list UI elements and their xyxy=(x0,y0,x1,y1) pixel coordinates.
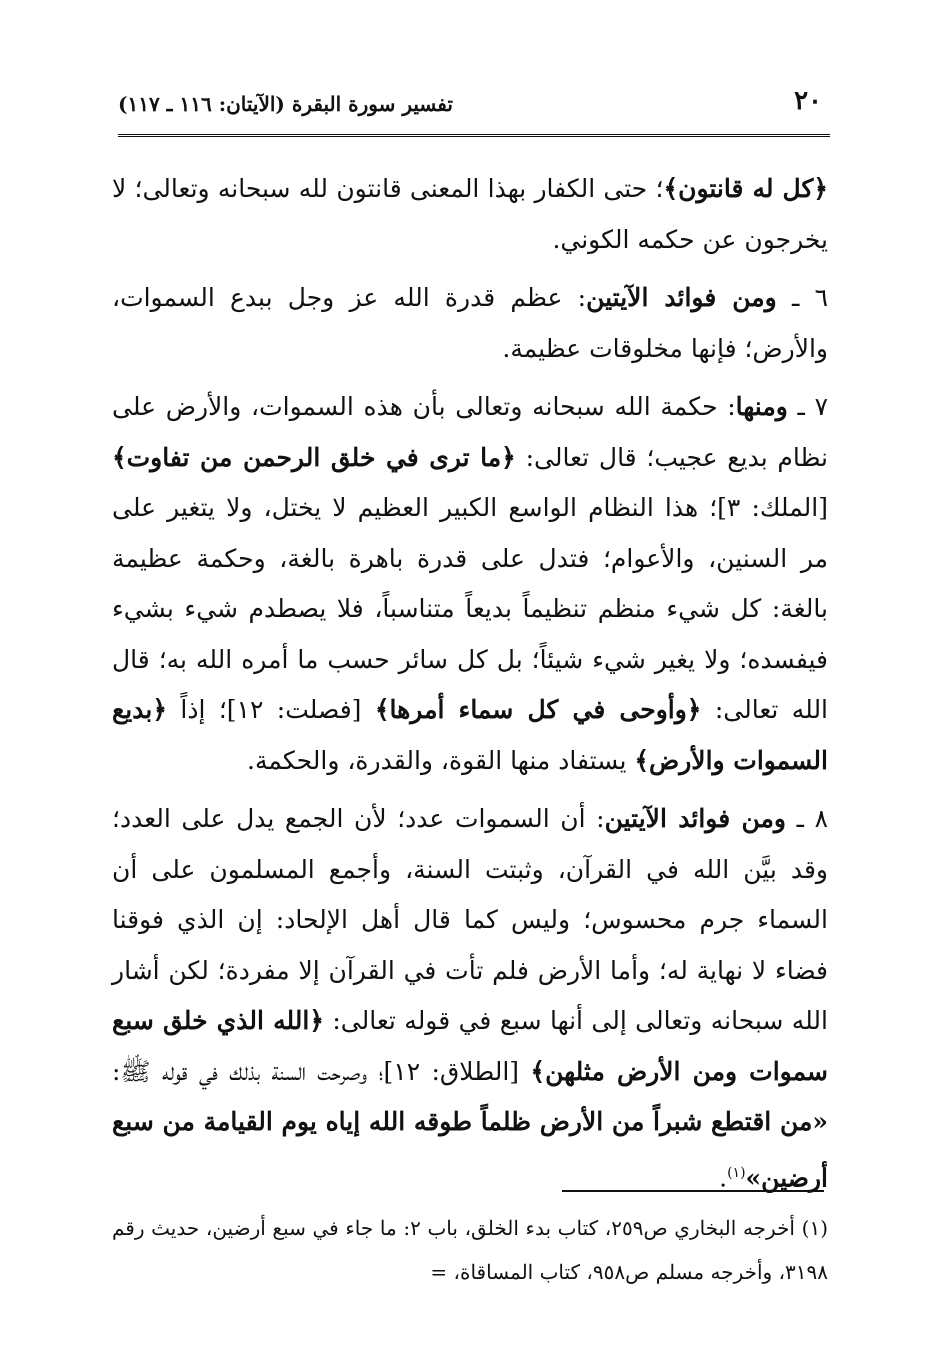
section-heading: ومن فوائد الآيتين xyxy=(586,283,777,312)
item-number: ٦ ـ xyxy=(776,283,828,312)
main-text xyxy=(112,164,828,1211)
item-number: ٧ ـ xyxy=(787,392,828,421)
paragraph-text: يستفاد منها القوة، والقدرة، والحكمة. xyxy=(247,745,635,775)
section-heading: ومنها xyxy=(735,392,788,421)
running-title: تفسير سورة البقرة (الآيتان: ١١٦ ـ ١١٧) xyxy=(118,92,453,116)
paragraph-text: [الطلاق: ١٢]؛ وصرحت السنة بذلك في قوله ﷺ: xyxy=(112,1056,531,1086)
quran-verse: ﴿كل له قانتون﴾ xyxy=(663,174,829,203)
paragraph-text: ؛ حتى الكفار بهذا المعنى قانتون لله سبحانه وتعالى؛ لا يخرجون عن حكمه الكوني. xyxy=(112,174,828,254)
paragraph-6 xyxy=(112,273,828,374)
section-heading: ومن فوائد الآيتين xyxy=(604,804,787,833)
footnote xyxy=(112,1206,828,1294)
paragraph-text: . xyxy=(719,1162,728,1192)
paragraph-text: [فصلت: ١٢]؛ إذاً xyxy=(167,695,375,724)
hadith-quote: «من اقتطع شبراً من الأرض ظلماً طوقه الله إياه يوم القيامة من سبع أرضين» xyxy=(112,1107,828,1192)
paragraph-7 xyxy=(112,382,828,786)
footnote-reference: (١) xyxy=(727,1164,746,1181)
paragraph-text: : حكمة الله سبحانه وتعالى بأن هذه السموات، والأرض على نظام بديع عجيب؛ قال تعالى: xyxy=(112,392,828,472)
paragraph-text: : عظم قدرة الله عز وجل ببدع السموات، والأرض؛ فإنها مخلوقات عظيمة. xyxy=(112,283,828,363)
quran-verse: ﴿الله الذي خلق سبع سموات ومن الأرض مثلهن﴾ xyxy=(112,1006,828,1086)
paragraph-text: [الملك: ٣]؛ هذا النظام الواسع الكبير العظيم لا يختل، ولا يتغير على مر السنين، والأعوام؛ فتدل على قدرة باهرة بالغة، وحكمة عظيمة بالغة: كل شيء منظم تنظيماً بديعاً متناسباً، فلا يصطدم شيء بشيء فيفسده؛ ولا يغير شيء شيئاً؛ بل كل سائر حسب ما أمره الله به؛ قال الله تعالى: xyxy=(112,493,829,724)
item-number: ٨ ـ xyxy=(786,804,828,833)
paragraph-text: : أن السموات عدد؛ لأن الجمع يدل على العدد؛ وقد بيَّن الله في القرآن، وثبتت السنة، وأجمع المسلمون على أن السماء جرم محسوس؛ وليس كما قال أهل الإلحاد: إن الذي فوقنا فضاء لا نهاية له؛ وأما الأرض فلم تأت في القرآن إلا مفردة؛ لكن أشار الله سبحانه وتعالى إلى أنها سبع في قوله تعالى: xyxy=(112,804,828,1035)
paragraph-1 xyxy=(112,164,828,265)
header-divider xyxy=(118,134,830,137)
page-number: ٢٠ xyxy=(794,86,822,116)
footnote-text: (١) أخرجه البخاري ص٢٥٩، كتاب بدء الخلق، باب ٢: ما جاء في سبع أرضين، حديث رقم ٣١٩٨، وأخرجه مسلم ص٩٥٨، كتاب المساقاة، = xyxy=(112,1216,828,1284)
quran-verse: ﴿ما ترى في خلق الرحمن من تفاوت﴾ xyxy=(112,442,516,472)
footnote-separator xyxy=(562,1190,824,1192)
quran-verse: ﴿وأوحى في كل سماء أمرها﴾ xyxy=(374,695,702,724)
quran-verse: ﴿بديع السموات والأرض﴾ xyxy=(112,695,828,775)
page-header xyxy=(118,88,830,128)
paragraph-8 xyxy=(112,794,828,1203)
